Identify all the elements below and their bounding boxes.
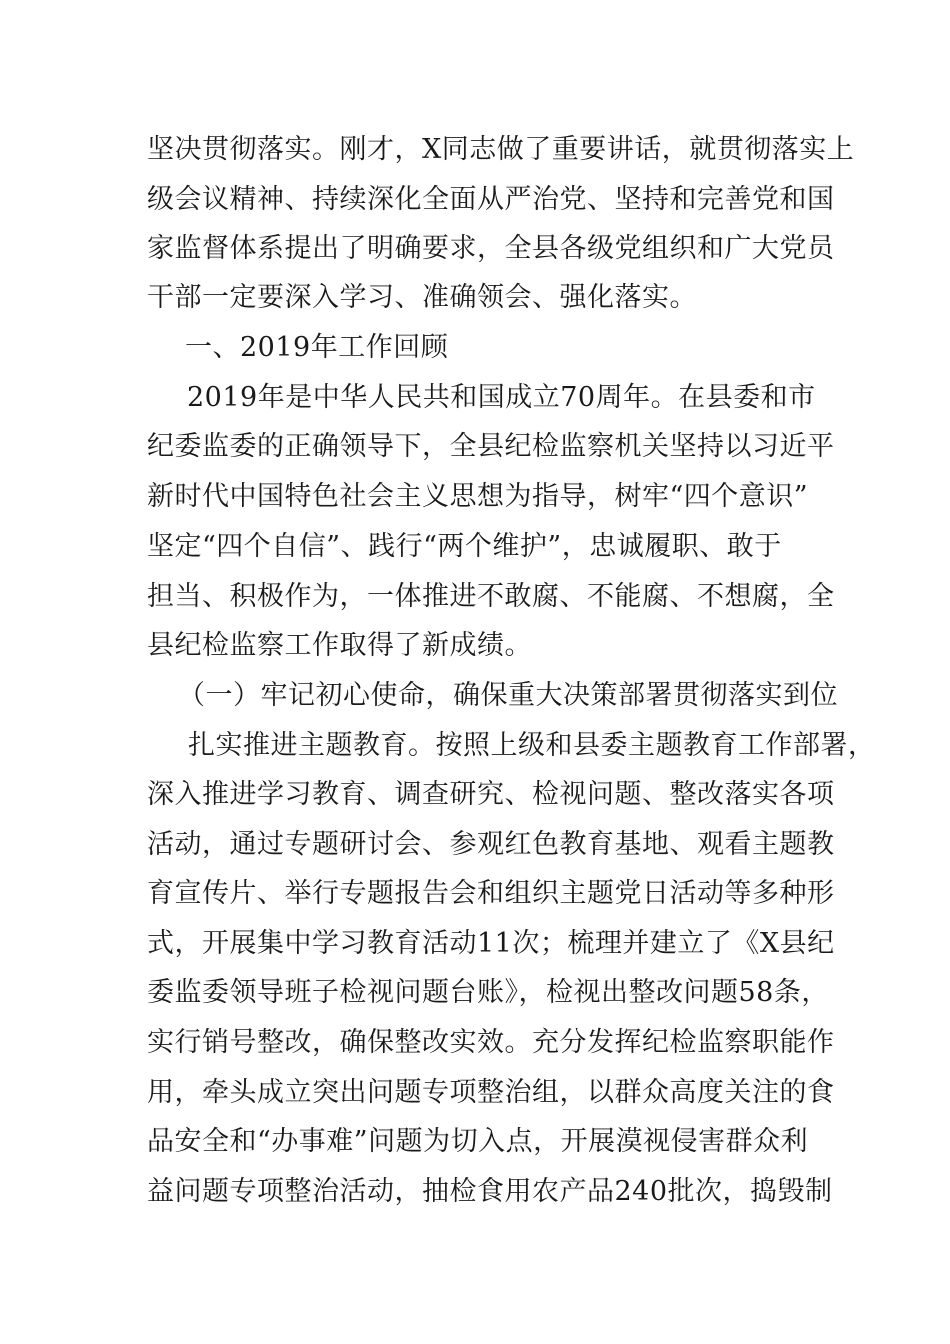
text-line: 坚定“四个自信”、践行“两个维护”，忠诚履职、敢于 bbox=[147, 531, 782, 562]
paragraph-start: 2019年是中华人民共和国成立70周年。在县委和市 bbox=[187, 382, 816, 413]
text-line: 深入推进学习教育、调查研究、检视问题、整改落实各项 bbox=[147, 779, 835, 810]
text-line: 坚决贯彻落实。刚才，X同志做了重要讲话，就贯彻落实上 bbox=[147, 134, 855, 165]
text-line: 家监督体系提出了明确要求，全县各级党组织和广大党员 bbox=[147, 233, 835, 264]
text-line: 纪委监委的正确领导下，全县纪检监察机关坚持以习近平 bbox=[147, 431, 835, 462]
subsection-heading: （一）牢记初心使命，确保重大决策部署贯彻落实到位 bbox=[178, 680, 838, 711]
text-line: 级会议精神、持续深化全面从严治党、坚持和完善党和国 bbox=[147, 184, 835, 215]
text-line: 委监委领导班子检视问题台账》，检视出整改问题58条， bbox=[147, 977, 829, 1008]
text-line: 式，开展集中学习教育活动11次；梳理并建立了《X县纪 bbox=[147, 928, 835, 959]
text-line: 用，牵头成立突出问题专项整治组，以群众高度关注的食 bbox=[147, 1077, 835, 1108]
text-line: 益问题专项整治活动，抽检食用农产品240批次，捣毁制 bbox=[147, 1176, 833, 1207]
text-line: 新时代中国特色社会主义思想为指导，树牢“四个意识” bbox=[147, 481, 809, 512]
section-heading: 一、2019年工作回顾 bbox=[185, 332, 449, 363]
text-line: 县纪检监察工作取得了新成绩。 bbox=[147, 630, 532, 661]
paragraph-start: 扎实推进主题教育。按照上级和县委主题教育工作部署， bbox=[188, 730, 876, 761]
text-line: 活动，通过专题研讨会、参观红色教育基地、观看主题教 bbox=[147, 829, 835, 860]
text-line: 担当、积极作为，一体推进不敢腐、不能腐、不想腐，全 bbox=[147, 581, 835, 612]
text-line: 育宣传片、举行专题报告会和组织主题党日活动等多种形 bbox=[147, 878, 835, 909]
text-line: 干部一定要深入学习、准确领会、强化落实。 bbox=[147, 282, 697, 313]
text-line: 实行销号整改，确保整改实效。充分发挥纪检监察职能作 bbox=[147, 1027, 835, 1058]
text-line: 品安全和“办事难”问题为切入点，开展漠视侵害群众利 bbox=[147, 1126, 809, 1157]
